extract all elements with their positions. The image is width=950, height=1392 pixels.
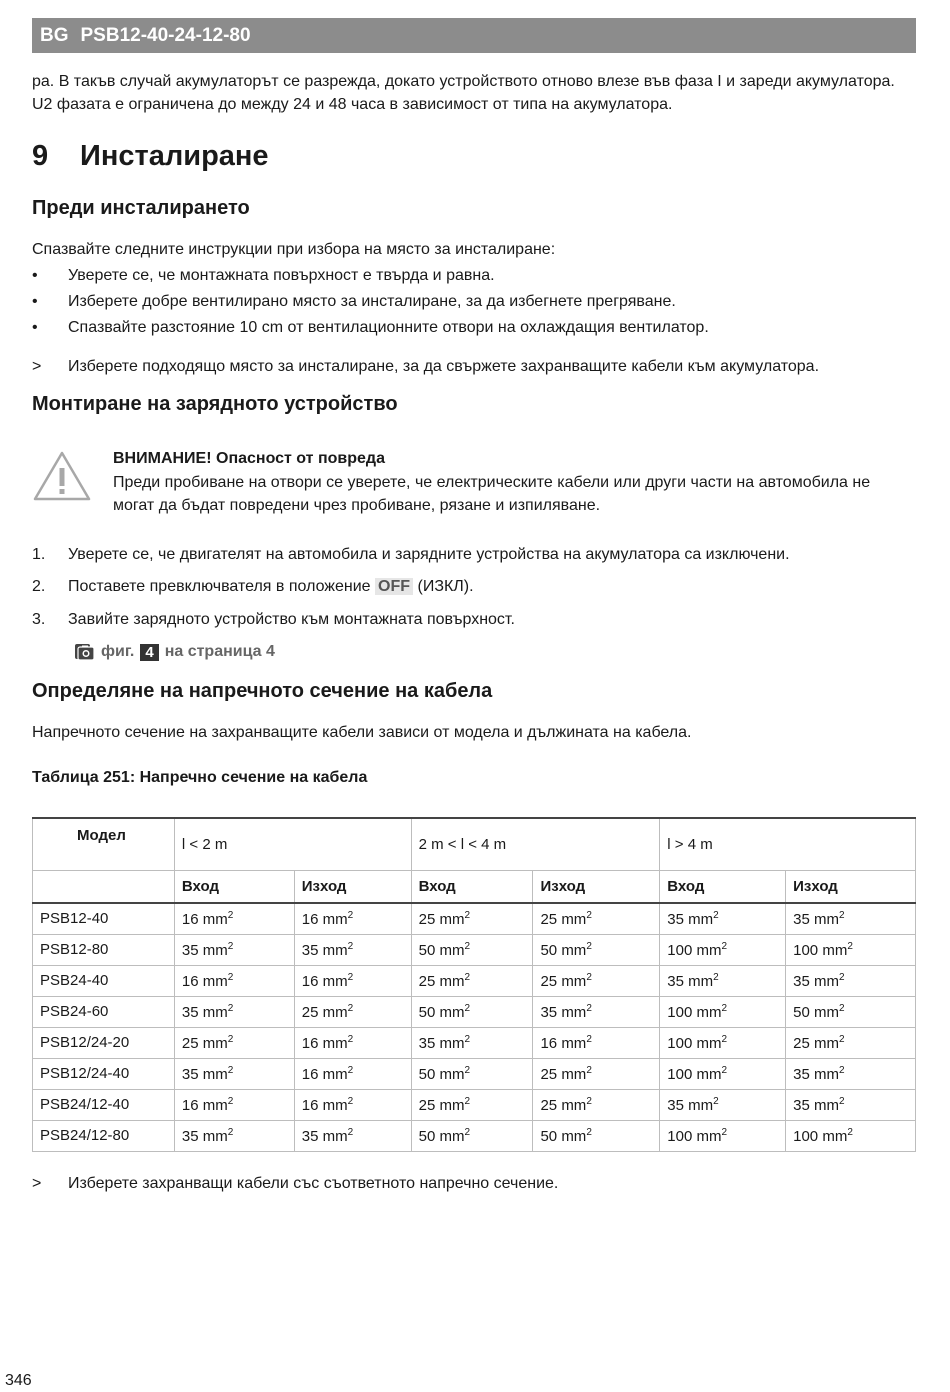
model-cell: PSB12-80 bbox=[33, 934, 175, 965]
cross-section-intro: Напречното сечение на захранващите кабели зависи от модела и дължината на кабела. bbox=[32, 724, 692, 741]
model-cell: PSB24/12-40 bbox=[33, 1089, 175, 1120]
before-install-intro: Спазвайте следните инструкции при избора на място за инсталиране: bbox=[32, 241, 556, 258]
cross-section-cell: 50 $mm^2$ bbox=[533, 934, 660, 965]
list-item: • Уверете се, че монтажната повърхност е твърда и равна. bbox=[32, 265, 495, 287]
cross-section-cell: 25 $mm^2$ bbox=[294, 996, 411, 1027]
cross-section-cell: 16 $mm^2$ bbox=[533, 1027, 660, 1058]
cross-section-cell: 16 $mm^2$ bbox=[294, 1027, 411, 1058]
header-bar bbox=[32, 18, 916, 53]
cross-section-cell: 35 $mm^2$ bbox=[660, 903, 786, 934]
model-cell: PSB12-40 bbox=[33, 903, 175, 934]
table-row bbox=[33, 996, 916, 1027]
step-item: 2. Поставете превключвателя в положение OFF (ИЗКЛ). bbox=[32, 578, 474, 595]
cross-section-cell: 25 $mm^2$ bbox=[411, 1089, 533, 1120]
model-cell: PSB12/24-40 bbox=[33, 1058, 175, 1089]
cross-section-cell: 50 $mm^2$ bbox=[533, 1120, 660, 1151]
action-arrow-icon: > bbox=[32, 358, 42, 375]
language-code: BG bbox=[40, 24, 69, 46]
list-item: • Спазвайте разстояние 10 cm от вентилационните отвори на охлаждащия вентилатор. bbox=[32, 317, 709, 339]
column-header: Изход bbox=[786, 870, 916, 903]
cross-section-cell: 35 $mm^2$ bbox=[174, 934, 294, 965]
cross-section-cell: 35 $mm^2$ bbox=[174, 996, 294, 1027]
warning-title: ВНИМАНИЕ! Опасност от повреда bbox=[113, 450, 385, 467]
bullet-icon: • bbox=[32, 293, 38, 310]
cross-section-cell: 25 $mm^2$ bbox=[786, 1027, 916, 1058]
warning-text: Преди пробиване на отвори се уверете, че електрическите кабели или други части на автомобила не могат да бъдат повредени чрез пробиване, рязане и изпиляване. bbox=[113, 474, 871, 514]
length-group-header: l > 4 m bbox=[660, 818, 916, 870]
model-cell: PSB12/24-20 bbox=[33, 1027, 175, 1058]
column-header: Вход bbox=[411, 870, 533, 903]
cross-section-cell: 100 $mm^2$ bbox=[786, 934, 916, 965]
cross-section-cell: 16 $mm^2$ bbox=[174, 1089, 294, 1120]
cross-section-cell: 16 $mm^2$ bbox=[294, 965, 411, 996]
table-row bbox=[33, 1058, 916, 1089]
bullet-icon: • bbox=[32, 319, 38, 336]
cross-section-cell: 100 $mm^2$ bbox=[660, 996, 786, 1027]
cross-section-cell: 35 $mm^2$ bbox=[294, 934, 411, 965]
model-cell: PSB24-60 bbox=[33, 996, 175, 1027]
intro-paragraph: ра. В такъв случай акумулаторът се разрежда, докато устройството отново влезе във фаза I и зареди акумулатора. U2 фазата е ограничена до между 24 и 48 часа в зависимост от типа на акумулатора. bbox=[32, 73, 895, 113]
cross-section-cell: 16 $mm^2$ bbox=[294, 1089, 411, 1120]
bullet-icon: • bbox=[32, 267, 38, 284]
cross-section-cell: 100 $mm^2$ bbox=[660, 934, 786, 965]
cross-section-cell: 35 $mm^2$ bbox=[660, 1089, 786, 1120]
cross-section-cell: 35 $mm^2$ bbox=[533, 996, 660, 1027]
cross-section-cell: 50 $mm^2$ bbox=[411, 934, 533, 965]
table-row bbox=[33, 1120, 916, 1151]
table-row bbox=[33, 934, 916, 965]
step-item: 3. Завийте зарядното устройство към монтажната повърхност. bbox=[32, 611, 515, 628]
cross-section-cell: 50 $mm^2$ bbox=[411, 1120, 533, 1151]
before-install-heading: Преди инсталирането bbox=[32, 197, 250, 219]
cross-section-cell: 100 $mm^2$ bbox=[660, 1027, 786, 1058]
column-header: Вход bbox=[660, 870, 786, 903]
cross-section-cell: 50 $mm^2$ bbox=[411, 1058, 533, 1089]
cross-section-cell: 25 $mm^2$ bbox=[533, 1058, 660, 1089]
cross-section-cell: 35 $mm^2$ bbox=[411, 1027, 533, 1058]
length-group-header: 2 m < l < 4 m bbox=[411, 818, 660, 870]
cross-section-cell: 35 $mm^2$ bbox=[786, 1058, 916, 1089]
mounting-heading: Монтиране на зарядното устройство bbox=[32, 393, 398, 415]
page-number: 346 bbox=[5, 1372, 32, 1389]
column-header: Изход bbox=[294, 870, 411, 903]
cross-section-cell: 25 $mm^2$ bbox=[533, 903, 660, 934]
cross-section-cell: 16 $mm^2$ bbox=[174, 965, 294, 996]
figure-reference-link[interactable]: фиг. 4 на страница 4 bbox=[75, 642, 275, 662]
figure-number: 4 bbox=[140, 644, 158, 661]
cross-section-cell: 100 $mm^2$ bbox=[660, 1058, 786, 1089]
section-heading bbox=[32, 140, 269, 173]
cross-section-cell: 16 $mm^2$ bbox=[174, 903, 294, 934]
table-row bbox=[33, 903, 916, 934]
cable-cross-section-table bbox=[32, 817, 916, 1152]
warning-triangle-icon bbox=[32, 450, 92, 502]
cross-section-heading: Определяне на напречното сечение на кабела bbox=[32, 680, 493, 702]
cross-section-cell: 35 $mm^2$ bbox=[786, 965, 916, 996]
cross-section-cell: 100 $mm^2$ bbox=[786, 1120, 916, 1151]
cross-section-cell: 16 $mm^2$ bbox=[294, 1058, 411, 1089]
model-cell: PSB24-40 bbox=[33, 965, 175, 996]
cross-section-cell: 25 $mm^2$ bbox=[533, 1089, 660, 1120]
cross-section-cell: 25 $mm^2$ bbox=[533, 965, 660, 996]
cross-section-cell: 25 $mm^2$ bbox=[411, 965, 533, 996]
cross-section-cell: 35 $mm^2$ bbox=[786, 903, 916, 934]
off-key-label: OFF bbox=[375, 578, 413, 595]
model-header: Модел bbox=[33, 818, 175, 870]
cross-section-cell: 16 $mm^2$ bbox=[294, 903, 411, 934]
cross-section-cell: 35 $mm^2$ bbox=[786, 1089, 916, 1120]
list-item: • Изберете добре вентилирано място за инсталиране, за да избегнете прегряване. bbox=[32, 291, 676, 313]
document-title: PSB12-40-24-12-80 bbox=[80, 24, 251, 46]
table-row bbox=[33, 1027, 916, 1058]
section-title: Инсталиране bbox=[80, 140, 269, 172]
cross-section-cell: 35 $mm^2$ bbox=[174, 1120, 294, 1151]
action-arrow-icon: > bbox=[32, 1175, 42, 1192]
cross-section-cell: 50 $mm^2$ bbox=[786, 996, 916, 1027]
step-item: 1. Уверете се, че двигателят на автомобила и зарядните устройства на акумулатора са изключени. bbox=[32, 546, 790, 563]
section-number: 9 bbox=[32, 140, 49, 172]
column-header: Изход bbox=[533, 870, 660, 903]
cross-section-cell: 35 $mm^2$ bbox=[174, 1058, 294, 1089]
cross-section-cell: 25 $mm^2$ bbox=[174, 1027, 294, 1058]
action-item: > Изберете подходящо място за инсталиране, за да свържете захранващите кабели към акумулатора. bbox=[32, 356, 819, 378]
cross-section-cell: 25 $mm^2$ bbox=[411, 903, 533, 934]
cross-section-cell: 50 $mm^2$ bbox=[411, 996, 533, 1027]
camera-icon bbox=[75, 642, 95, 662]
cross-section-cell: 35 $mm^2$ bbox=[294, 1120, 411, 1151]
table-caption: Таблица 251: Напречно сечение на кабела bbox=[32, 769, 368, 786]
table-row bbox=[33, 1089, 916, 1120]
cross-section-cell: 100 $mm^2$ bbox=[660, 1120, 786, 1151]
model-cell: PSB24/12-80 bbox=[33, 1120, 175, 1151]
length-group-header: l < 2 m bbox=[174, 818, 411, 870]
action-item: > Изберете захранващи кабели със съответното напречно сечение. bbox=[32, 1173, 558, 1195]
cross-section-cell: 35 $mm^2$ bbox=[660, 965, 786, 996]
column-header: Вход bbox=[174, 870, 294, 903]
table-row bbox=[33, 965, 916, 996]
